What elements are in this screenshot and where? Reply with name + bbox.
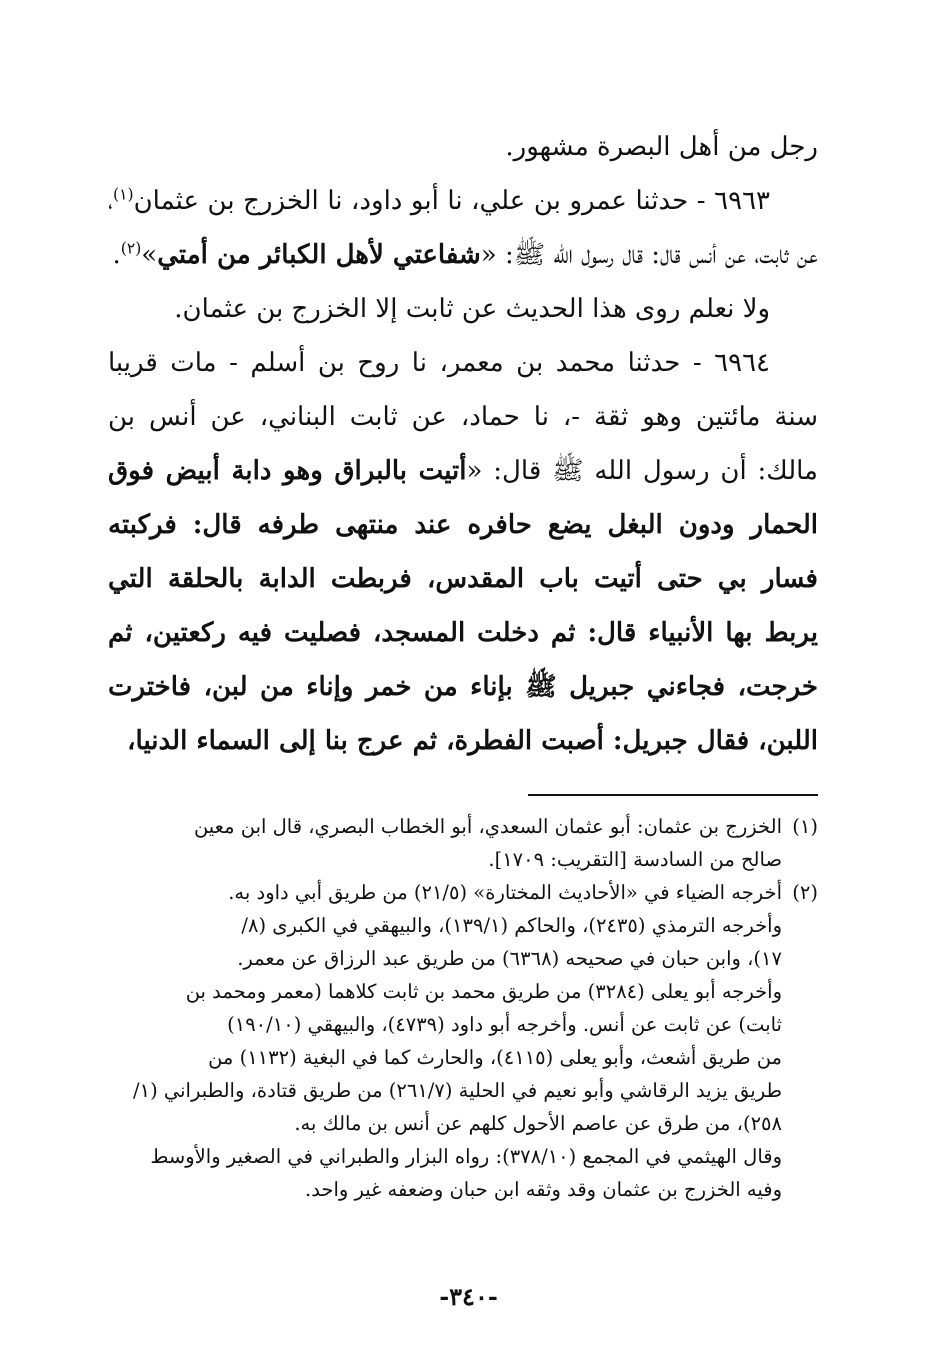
footnote-2-line: ثابت) عن ثابت عن أنس. وأخرجه أبو داود (٤٧٣٩)، والبيهقي (١٩٠/١٠) xyxy=(227,1013,782,1036)
hadith-6964 xyxy=(108,336,818,768)
page-body xyxy=(108,120,818,1206)
paragraph-3: ولا نعلم روى هذا الحديث عن ثابت إلا الخزرج بن عثمان. xyxy=(174,294,770,324)
footnote-separator xyxy=(108,794,818,796)
footnote-1 xyxy=(108,810,818,876)
hadith-6963 xyxy=(108,174,818,282)
paragraph-1: رجل من أهل البصرة مشهور. xyxy=(505,132,818,162)
footnote-2-line: وفيه الخزرج بن عثمان وقد وثقه ابن حبان وضعفه غير واحد. xyxy=(305,1178,782,1201)
footnote-2-line: ١٧)، وابن حبان في صحيحه (٦٣٦٨) من طريق عبد الرزاق عن معمر. xyxy=(237,947,782,970)
hadith-6963-intro: ٦٩٦٣ - حدثنا عمرو بن علي، نا أبو داود، نا الخزرج بن عثمان xyxy=(133,186,770,216)
separator-line xyxy=(528,794,818,796)
hadith-6963-close-quote: » xyxy=(141,240,158,270)
hadith-6964-isnad: ٦٩٦٤ - حدثنا محمد بن معمر، نا روح بن أسلم - مات قريبا سنة مائتين وهو ثقة -، نا حماد، عن ثابت البناني، عن أنس بن مالك: أن رسول الله ﷺ قال: « xyxy=(108,348,818,486)
hadith-6964-matn: أتيت بالبراق وهو دابة أبيض فوق الحمار ودون البغل يضع حافره عند منتهى طرفه قال: فركبته فسار بي حتى أتيت باب المقدس، فربطت الدابة بالحلقة التي يربط بها الأنبياء قال: ثم دخلت المسجد، فصليت فيه ركعتين، ثم خرجت، فجاءني جبريل ﷺ بإناء من خمر وإناء من لبن، فاخترت اللبن، فقال جبريل: أصبت الفطرة، ثم عرج بنا إلى السماء الدنيا، xyxy=(108,456,818,756)
footnotes xyxy=(108,810,818,1206)
footnote-2-line: ٢٥٨)، من طرق عن عاصم الأحول كلهم عن أنس بن مالك به. xyxy=(294,1112,782,1135)
hadith-6963-end: . xyxy=(112,240,121,270)
footnote-2-line: وأخرجه أبو يعلى (٣٢٨٤) من طريق محمد بن ثابت كلاهما (معمر ومحمد بن xyxy=(185,980,782,1003)
main-text xyxy=(108,120,818,768)
footnote-2-number: (٢) xyxy=(792,881,818,904)
page-number: -٣٤٠- xyxy=(439,1282,498,1311)
footnote-2-line: وقال الهيثمي في المجمع (٣٧٨/١٠): رواه البزار والطبراني في الصغير والأوسط xyxy=(150,1145,782,1168)
hadith-6963-matn: شفاعتي لأهل الكبائر من أمتي xyxy=(157,240,481,270)
footnote-2-line: طريق يزيد الرقاشي وأبو نعيم في الحلية (٢٦١/٧) من طريق قتادة، والطبراني (١/ xyxy=(133,1079,782,1102)
hadith-6963-isnad: ، عن ثابت، عن أنس قال: قال رسول الله ﷺ: « xyxy=(108,186,818,270)
footnote-2-line: وأخرجه الترمذي (٢٤٣٥)، والحاكم (١٣٩/١)، والبيهقي في الكبرى (٨/ xyxy=(241,914,782,937)
footnote-2-line: من طريق أشعث، وأبو يعلى (٤١١٥)، والحارث كما في البغية (١١٣٢) من xyxy=(208,1046,782,1069)
footnote-2-line: أخرجه الضياء في «الأحاديث المختارة» (٢١/٥) من طريق أبي داود به. xyxy=(228,881,782,904)
footnote-1-number: (١) xyxy=(792,815,818,838)
footnote-ref-1[interactable]: (١) xyxy=(112,185,134,204)
footnote-1-line: الخزرج بن عثمان: أبو عثمان السعدي، أبو الخطاب البصري، قال ابن معين xyxy=(193,815,782,838)
footnote-1-line: صالح من السادسة [التقريب: ١٧٠٩]. xyxy=(488,848,782,871)
footnote-ref-2[interactable]: (٢) xyxy=(120,239,142,258)
footnote-2 xyxy=(108,876,818,1206)
